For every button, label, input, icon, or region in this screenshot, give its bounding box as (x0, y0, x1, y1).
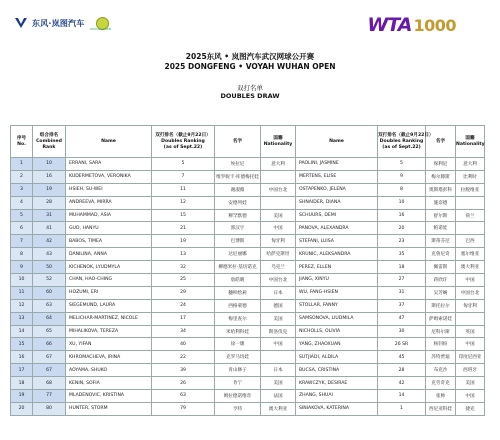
cell-player2-name: SHNAIDER, DIANA (296, 196, 378, 209)
cell-no: 4 (11, 196, 33, 209)
cell-player1-cn-name: 达尼丽娜 (215, 248, 261, 261)
cell-player2-name: WU, FANG-HSIEN (296, 286, 378, 299)
table-row (11, 248, 485, 261)
cell-player2-cn-name: 奥斯塔彭科 (426, 183, 456, 196)
header-nationality-partner: 国籍 Nationality (456, 126, 485, 158)
cell-player2-nationality: 巴西 (456, 235, 485, 248)
table-body (11, 158, 485, 416)
cell-player2-nationality: 澳大利亚 (456, 261, 485, 274)
brand-name: 东风·岚图汽车 (32, 18, 85, 28)
cell-player1-nationality: 美国 (261, 377, 296, 390)
table-row (11, 209, 485, 222)
cell-player2-cn-name: 萨姆索诺娃 (426, 312, 456, 325)
cell-combined-rank: 42 (33, 235, 66, 248)
cell-player2-nationality (456, 222, 485, 235)
cell-player2-cn-name: 施奈德 (426, 196, 456, 209)
table-header-row (11, 126, 485, 158)
header-name: Name (66, 126, 152, 158)
tournament-title-cn: 2025东风 • 岚图汽车武汉网球公开赛 (185, 52, 315, 61)
table-row (11, 312, 485, 325)
draw-subtitle-cn: 双打名单 (237, 84, 263, 92)
cell-player1-nationality: 日本 (261, 286, 296, 299)
cell-combined-rank: 64 (33, 312, 66, 325)
wta-1000-logo (367, 14, 456, 36)
cell-player2-cn-name: 苏特贾迪 (426, 351, 456, 364)
cell-player1-name: KHROMACHEVA, IRINA (66, 351, 152, 364)
cell-player1-cn-name: 郭汉宇 (215, 222, 261, 235)
table-row (11, 351, 485, 364)
cell-player2-nationality: 中国 (456, 390, 485, 403)
cell-combined-rank: 41 (33, 222, 66, 235)
cell-player2-ranking: 30 (378, 325, 426, 338)
cell-player1-nationality: 中国 (261, 222, 296, 235)
cell-player2-nationality: 中国 (456, 338, 485, 351)
cell-player1-ranking: 21 (152, 222, 215, 235)
cell-player1-name: KICHENOK, LYUDMYLA (66, 261, 152, 274)
cell-player1-ranking: 22 (152, 351, 215, 364)
cell-player2-nationality: 拉脱维亚 (456, 183, 485, 196)
cell-player2-ranking: 10 (378, 196, 426, 209)
cell-player1-cn-name: 穆罕默德 (215, 209, 261, 222)
cell-player2-nationality: 英国 (456, 325, 485, 338)
cell-player2-nationality: 意大利 (456, 158, 485, 171)
cell-no: 7 (11, 235, 33, 248)
cell-player1-cn-name: 姆拉德诺维奇 (215, 390, 261, 403)
cell-no: 2 (11, 170, 33, 183)
cell-player2-ranking: 37 (378, 299, 426, 312)
doubles-draw-table (10, 125, 485, 416)
cell-no: 20 (11, 402, 33, 415)
table-row (11, 170, 485, 183)
cell-player1-nationality: 美国 (261, 312, 296, 325)
header-cn-name: 名字 (215, 126, 261, 158)
cell-player1-name: KUDERMETOVA, VERONIKA (66, 170, 152, 183)
cell-combined-rank: 67 (33, 364, 66, 377)
cell-player1-cn-name: 谢淑薇 (215, 183, 261, 196)
cell-player2-nationality: 中国台北 (456, 286, 485, 299)
cell-combined-rank: 10 (33, 158, 66, 171)
cell-player1-nationality: 日本 (261, 364, 296, 377)
table-row (11, 286, 485, 299)
cell-player1-cn-name: 西格蒙德 (215, 299, 261, 312)
cell-no: 18 (11, 377, 33, 390)
cell-player1-cn-name: 青山修子 (215, 364, 261, 377)
cell-player2-ranking: 8 (378, 183, 426, 196)
cell-player2-nationality: 西班牙 (456, 364, 485, 377)
cell-player2-nationality: 荷兰 (456, 209, 485, 222)
cell-no: 13 (11, 312, 33, 325)
cell-player2-cn-name: 张帅 (426, 390, 456, 403)
cell-combined-rank: 19 (33, 183, 66, 196)
cell-player1-ranking: 11 (152, 183, 215, 196)
cell-player1-ranking: 29 (152, 286, 215, 299)
cell-player1-name: CHAN, HAO-CHING (66, 274, 152, 287)
header-combined-rank: 组合排名 Combined Rank (33, 126, 66, 158)
cell-player1-ranking: 13 (152, 248, 215, 261)
cell-player2-cn-name: 杨钊煊 (426, 338, 456, 351)
table-row (11, 299, 485, 312)
dongfeng-logo-icon (14, 16, 28, 30)
cell-player1-name: GUO, HANYU (66, 222, 152, 235)
cell-player2-name: PEREZ, ELLEN (296, 261, 378, 274)
table-row (11, 390, 485, 403)
table-row (11, 274, 485, 287)
cell-player1-nationality: 乌克兰 (261, 261, 296, 274)
cell-player1-nationality: 斯洛伐克 (261, 325, 296, 338)
cell-player1-nationality (261, 170, 296, 183)
cell-player1-ranking: 25 (152, 274, 215, 287)
cell-player1-cn-name: 亨特 (215, 402, 261, 415)
cell-player2-nationality (456, 312, 485, 325)
header-doubles-ranking: 双打排名（截止9月22日） Doubles Ranking (as of Sept.22) (152, 126, 215, 158)
cell-player1-cn-name: 梅里查尔 (215, 312, 261, 325)
ball-caption: WUHAN OPEN (90, 27, 111, 31)
cell-combined-rank: 43 (33, 248, 66, 261)
cell-combined-rank: 68 (33, 377, 66, 390)
cell-player2-ranking: 20 (378, 222, 426, 235)
cell-player2-ranking: 5 (378, 158, 426, 171)
cell-player1-ranking: 32 (152, 261, 215, 274)
cell-player1-name: MUHAMMAD, ASIA (66, 209, 152, 222)
cell-player2-cn-name: 克劳奇克 (426, 377, 456, 390)
cell-player1-nationality: 澳大利亚 (261, 402, 296, 415)
cell-player2-nationality (456, 196, 485, 209)
cell-player1-cn-name: 詹皓晴 (215, 274, 261, 287)
cell-player2-name: SUTJIADI, ALDILA (296, 351, 378, 364)
cell-player2-nationality: 捷克 (456, 402, 485, 415)
cell-player1-cn-name: 克罗马切娃 (215, 351, 261, 364)
cell-combined-rank: 80 (33, 402, 66, 415)
cell-player2-ranking: 47 (378, 312, 426, 325)
cell-player2-name: NICHOLLS, OLIVIA (296, 325, 378, 338)
cell-player1-name: AOYAMA, SHUKO (66, 364, 152, 377)
page-header (0, 0, 500, 50)
cell-player1-ranking: 26 (152, 377, 215, 390)
cell-player1-cn-name: 肯宁 (215, 377, 261, 390)
cell-player2-cn-name: 布克沙 (426, 364, 456, 377)
cell-player2-ranking: 23 (378, 235, 426, 248)
cell-combined-rank: 31 (33, 209, 66, 222)
cell-player1-ranking: 24 (152, 299, 215, 312)
cell-player1-nationality: 德国 (261, 299, 296, 312)
cell-player1-name: XU, YIFAN (66, 338, 152, 351)
cell-player2-ranking: 28 (378, 364, 426, 377)
cell-combined-rank: 77 (33, 390, 66, 403)
cell-player2-name: JIANG, XINYU (296, 274, 378, 287)
cell-no: 16 (11, 351, 33, 364)
cell-player1-nationality: 匈牙利 (261, 235, 296, 248)
cell-player1-nationality (261, 196, 296, 209)
cell-player1-name: MLADENOVIC, KRISTINA (66, 390, 152, 403)
cell-player2-ranking: 42 (378, 377, 426, 390)
header-name-partner: Name (296, 126, 378, 158)
title-block (0, 52, 500, 100)
wta-tier-number: 1000 (413, 16, 456, 35)
cell-combined-rank: 63 (33, 299, 66, 312)
cell-player2-name: STEFANI, LUISA (296, 235, 378, 248)
cell-player1-name: HUNTER, STORM (66, 402, 152, 415)
cell-player2-ranking: 9 (378, 170, 426, 183)
cell-no: 19 (11, 390, 33, 403)
cell-player2-cn-name: 佩雷斯 (426, 261, 456, 274)
cell-no: 3 (11, 183, 33, 196)
cell-player2-nationality: 比利时 (456, 170, 485, 183)
tournament-title-en: 2025 DONGFENG • VOYAH WUHAN OPEN (164, 62, 336, 71)
cell-player2-ranking: 18 (378, 261, 426, 274)
cell-player1-nationality: 中国 (261, 338, 296, 351)
cell-player2-name: MERTENS, ELISE (296, 170, 378, 183)
table-row (11, 222, 485, 235)
draw-subtitle-en: DOUBLES DRAW (220, 92, 280, 100)
cell-player2-nationality: 印度尼西亚 (456, 351, 485, 364)
cell-player2-ranking: 14 (378, 390, 426, 403)
cell-combined-rank: 66 (33, 338, 66, 351)
table-row (11, 402, 485, 415)
header-doubles-ranking-partner: 双打排名（截止9月22日） Doubles Ranking (as of Sept.22) (378, 126, 426, 158)
cell-player1-cn-name: 徐一璠 (215, 338, 261, 351)
cell-player2-cn-name: 西尼亚科娃 (426, 402, 456, 415)
cell-player2-cn-name: 帕诺娃 (426, 222, 456, 235)
cell-player2-cn-name: 吴芳娴 (426, 286, 456, 299)
cell-player1-nationality: 中国台北 (261, 183, 296, 196)
cell-player2-ranking: 27 (378, 274, 426, 287)
cell-player2-name: PANOVA, ALEXANDRA (296, 222, 378, 235)
cell-combined-rank: 50 (33, 261, 66, 274)
cell-player2-ranking: 26 SR (378, 338, 426, 351)
cell-player2-ranking: 35 (378, 248, 426, 261)
cell-player1-name: ANDREEVA, MIRRA (66, 196, 152, 209)
cell-player1-name: HSIEH, SU-WEI (66, 183, 152, 196)
cell-player2-name: KRUNIC, ALEKSANDRA (296, 248, 378, 261)
cell-player1-ranking: 17 (152, 312, 215, 325)
cell-combined-rank: 65 (33, 325, 66, 338)
cell-player2-cn-name: 斯托拉尔 (426, 299, 456, 312)
table-row (11, 338, 485, 351)
cell-no: 10 (11, 274, 33, 287)
cell-player1-ranking: 15 (152, 209, 215, 222)
cell-player1-name: BABOS, TIMEA (66, 235, 152, 248)
cell-no: 11 (11, 286, 33, 299)
table-row (11, 364, 485, 377)
cell-no: 15 (11, 338, 33, 351)
cell-no: 8 (11, 248, 33, 261)
table-row (11, 235, 485, 248)
cell-player1-name: ERRANI, SARA (66, 158, 152, 171)
cell-player1-name: DANILINA, ANNA (66, 248, 152, 261)
cell-player1-cn-name: 埃拉尼 (215, 158, 261, 171)
cell-player2-ranking: 45 (378, 351, 426, 364)
cell-player1-ranking: 63 (152, 390, 215, 403)
cell-player1-nationality (261, 351, 296, 364)
table-row (11, 183, 485, 196)
cell-player1-cn-name: 穗积绘莉 (215, 286, 261, 299)
cell-player2-name: SCHUURS, DEMI (296, 209, 378, 222)
header-cn-name-partner: 名字 (426, 126, 456, 158)
cell-combined-rank: 52 (33, 274, 66, 287)
table-row (11, 158, 485, 171)
cell-player1-name: HOZUMI, ERI (66, 286, 152, 299)
cell-combined-rank: 67 (33, 351, 66, 364)
table-row (11, 196, 485, 209)
cell-player1-cn-name: 安德列娃 (215, 196, 261, 209)
cell-player2-nationality: 中国 (456, 274, 485, 287)
cell-player1-ranking: 39 (152, 364, 215, 377)
cell-no: 12 (11, 299, 33, 312)
cell-player2-cn-name: 梅尔滕斯 (426, 170, 456, 183)
cell-player1-cn-name: 维罗妮卡·库德梅托娃 (215, 170, 261, 183)
cell-player1-ranking: 34 (152, 325, 215, 338)
cell-player2-name: SAMSONOVA, LIUDMILA (296, 312, 378, 325)
cell-player2-cn-name: 克鲁尼奇 (426, 248, 456, 261)
cell-player2-name: OSTAPENKO, JELENA (296, 183, 378, 196)
table-row (11, 261, 485, 274)
cell-player1-name: KENIN, SOFIA (66, 377, 152, 390)
cell-player2-cn-name: 保利尼 (426, 158, 456, 171)
table-row (11, 325, 485, 338)
cell-no: 9 (11, 261, 33, 274)
cell-player2-cn-name: 蒋欣玗 (426, 274, 456, 287)
cell-combined-rank: 28 (33, 196, 66, 209)
cell-player2-cn-name: 尼科尔斯 (426, 325, 456, 338)
wta-word: WTA (367, 14, 412, 36)
cell-player2-name: SINIAKOVA, KATERINA (296, 402, 378, 415)
cell-player2-name: YANG, ZHAOXUAN (296, 338, 378, 351)
cell-player1-nationality: 中国台北 (261, 274, 296, 287)
cell-player2-name: KRAWCZYK, DESIRAE (296, 377, 378, 390)
header-no: 序号 No. (11, 126, 33, 158)
cell-player1-ranking: 40 (152, 338, 215, 351)
cell-no: 6 (11, 222, 33, 235)
cell-player2-cn-name: 斯蒂芬尼 (426, 235, 456, 248)
cell-combined-rank: 60 (33, 286, 66, 299)
cell-player2-nationality: 塞尔维亚 (456, 248, 485, 261)
cell-player1-name: MIHALIKOVA, TEREZA (66, 325, 152, 338)
cell-player2-nationality: 匈牙利 (456, 299, 485, 312)
cell-no: 14 (11, 325, 33, 338)
cell-player1-nationality: 意大利 (261, 158, 296, 171)
cell-player1-cn-name: 米哈利科娃 (215, 325, 261, 338)
cell-player2-cn-name: 舒尔斯 (426, 209, 456, 222)
cell-player1-ranking: 79 (152, 402, 215, 415)
cell-player2-name: ZHANG, SHUAI (296, 390, 378, 403)
cell-player2-nationality: 美国 (456, 377, 485, 390)
cell-player1-nationality: 法国 (261, 390, 296, 403)
cell-player2-ranking: 1 (378, 402, 426, 415)
cell-player2-name: STOLLAR, FANNY (296, 299, 378, 312)
cell-player1-name: SIEGEMUND, LAURA (66, 299, 152, 312)
cell-player1-cn-name: 巴博斯 (215, 235, 261, 248)
cell-player1-cn-name: 柳德米拉·基切诺克 (215, 261, 261, 274)
cell-player2-ranking: 16 (378, 209, 426, 222)
cell-player1-ranking: 7 (152, 170, 215, 183)
cell-no: 5 (11, 209, 33, 222)
cell-combined-rank: 16 (33, 170, 66, 183)
cell-no: 1 (11, 158, 33, 171)
header-nationality: 国籍 Nationality (261, 126, 296, 158)
cell-player1-ranking: 5 (152, 158, 215, 171)
cell-no: 17 (11, 364, 33, 377)
cell-player2-ranking: 31 (378, 286, 426, 299)
cell-player2-name: BUCSA, CRISTINA (296, 364, 378, 377)
cell-player1-ranking: 12 (152, 196, 215, 209)
cell-player1-nationality: 美国 (261, 209, 296, 222)
cell-player2-name: PAOLINI, JASMINE (296, 158, 378, 171)
cell-player1-name: MELICHAR-MARTINEZ, NICOLE (66, 312, 152, 325)
cell-player1-ranking: 19 (152, 235, 215, 248)
cell-player1-nationality: 哈萨克斯坦 (261, 248, 296, 261)
table-row (11, 377, 485, 390)
